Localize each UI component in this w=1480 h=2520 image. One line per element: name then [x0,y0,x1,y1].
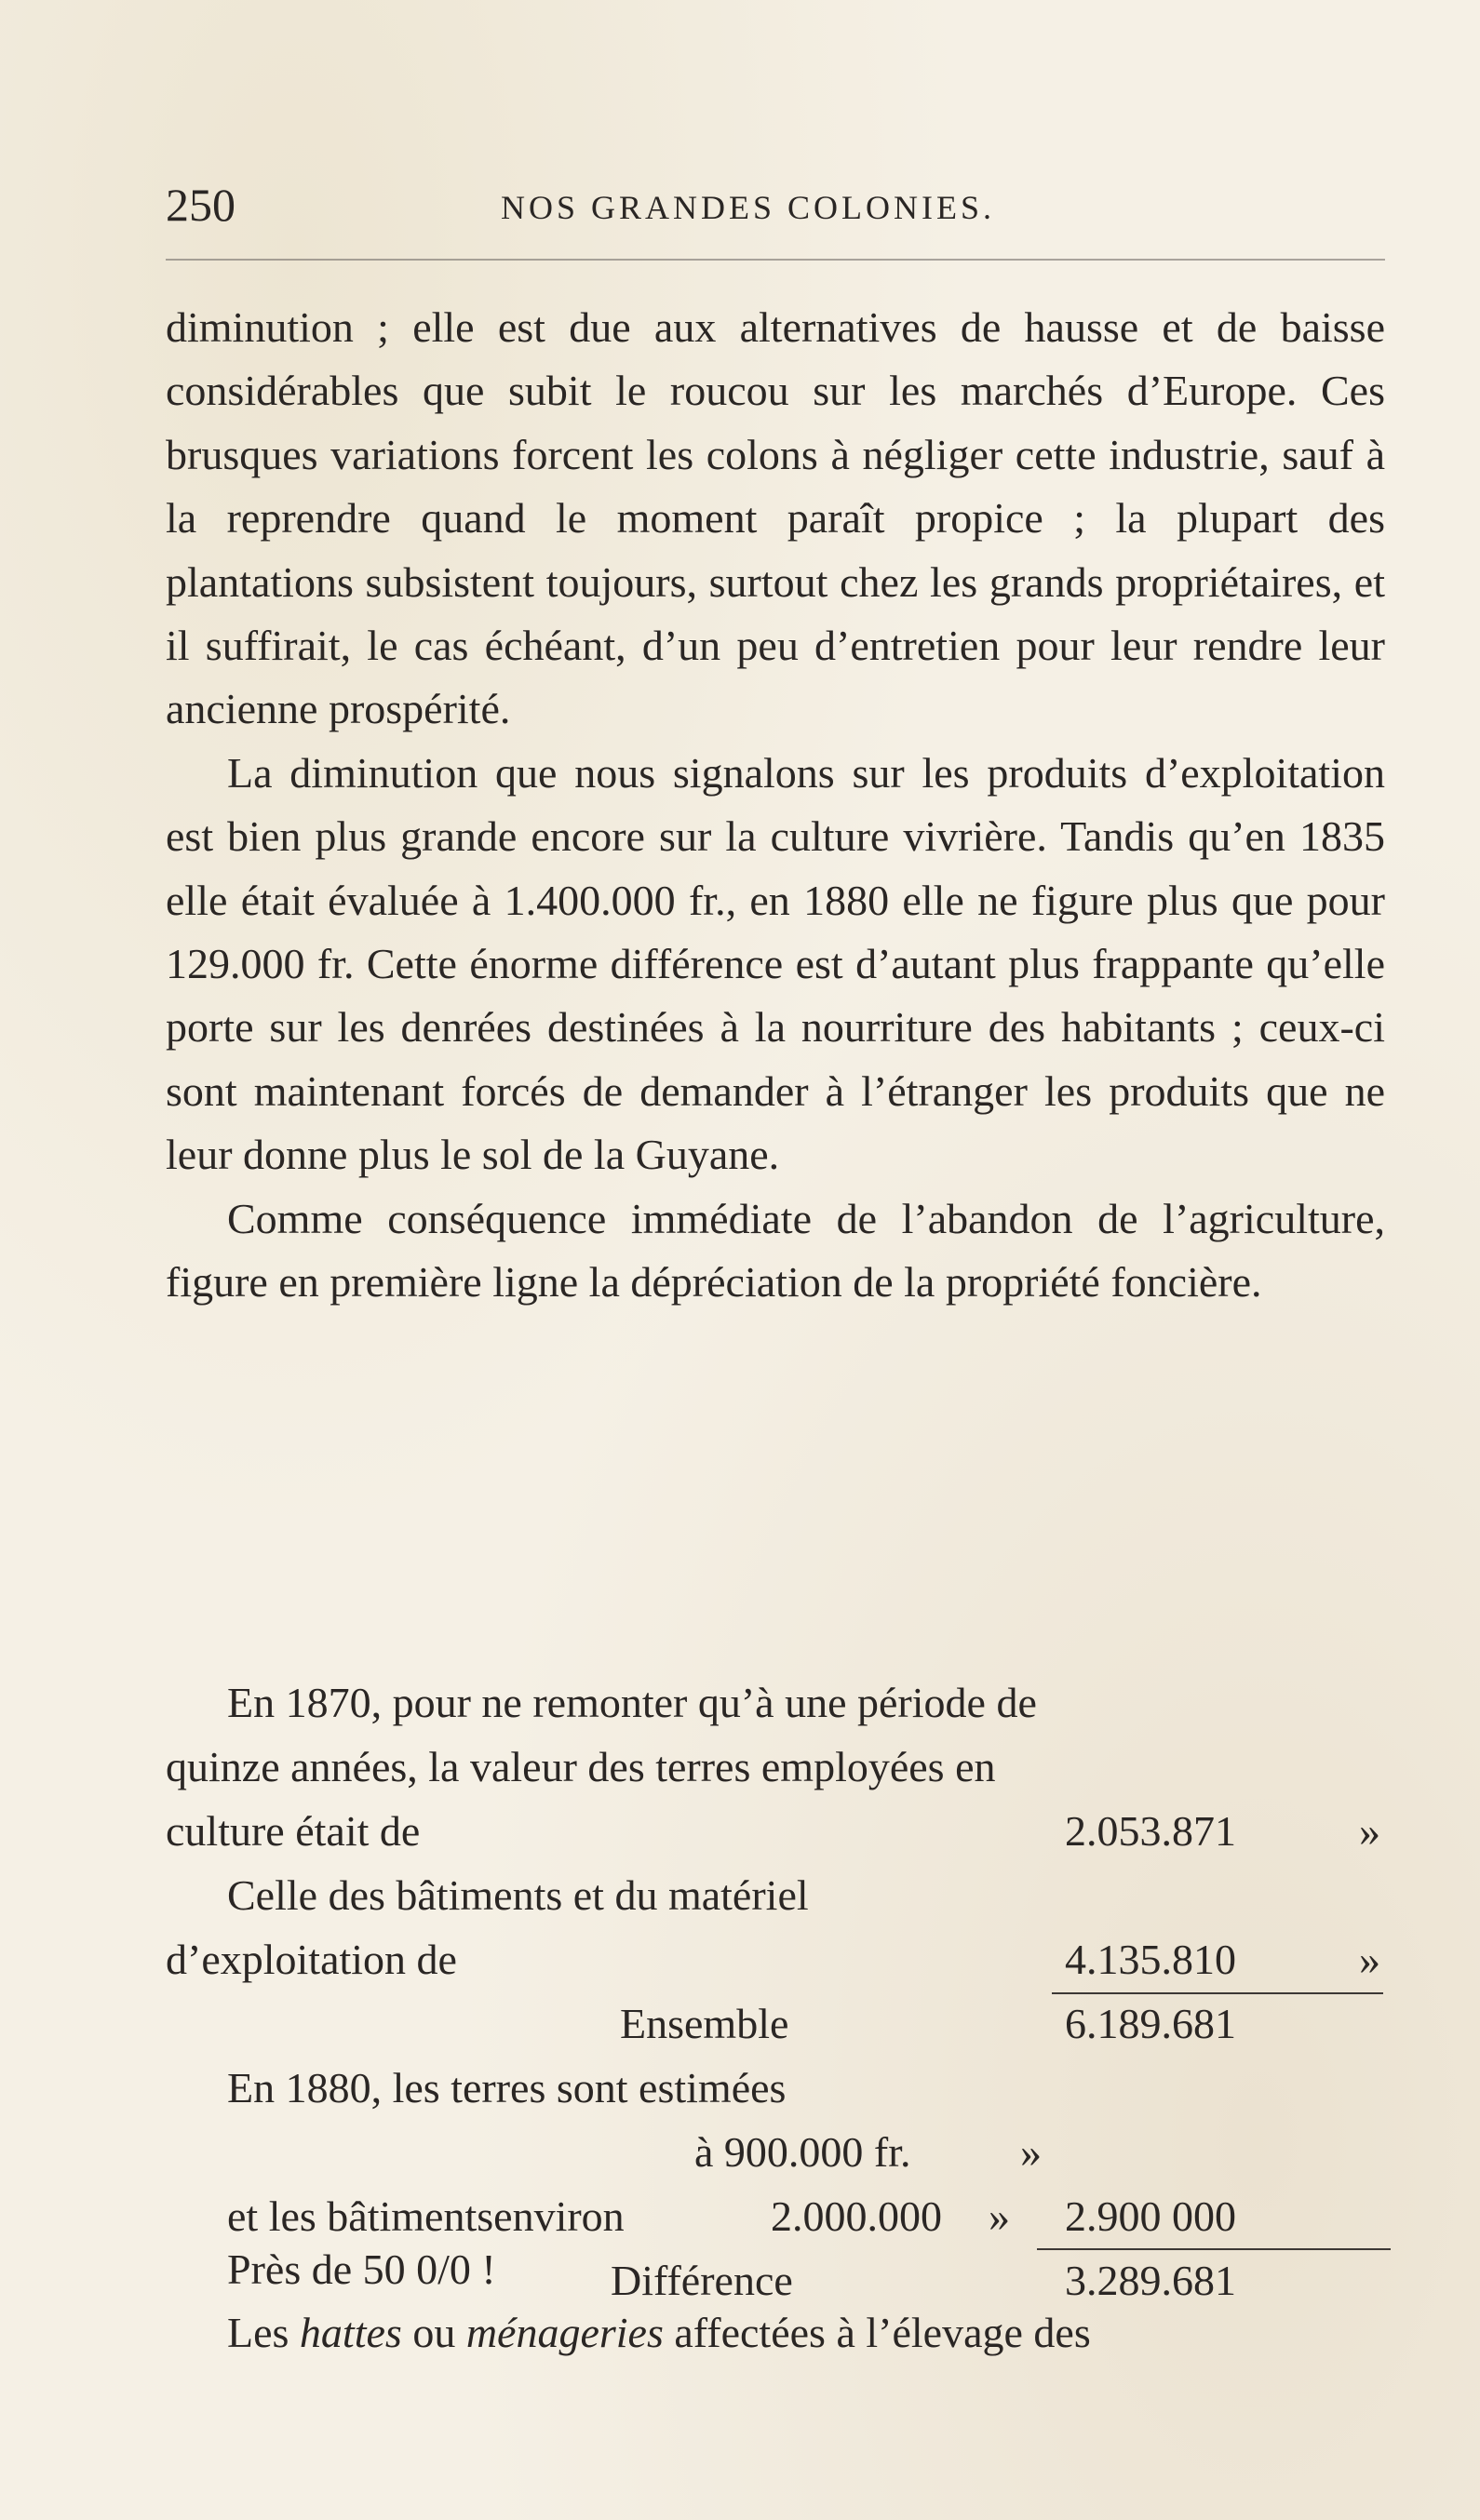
exclamation-line: Près de 50 0/0 ! [227,2245,496,2293]
page-header [166,177,1385,242]
ledger-mark: » [1359,1807,1380,1855]
paragraph-2: La diminution que nous signalons sur les produits d’exploitation est bien plus grande encore sur la culture vivrière. Tandis qu’en 1835 elle était évaluée à 1.400.000 fr., en 1880 elle ne figure plus que pour 129.000 fr. Cette énorme différence est d’autant plus frappante qu’elle porte sur les denrées destinées à la nourriture des habitants ; ceux-ci sont maintenant forcés de demander à l’étranger les produits que ne leur donne plus le sol de la Guyane. [166,748,1385,1179]
ledger-value: à 900.000 fr. [694,2128,911,2176]
page-number: 250 [166,179,235,231]
ledger-text: Celle des bâtiments et du matériel [227,1871,809,1919]
italic-term-menageries: ménageries [465,2309,664,2356]
ledger-label: culture était de [166,1807,421,1855]
ledger-label: d’exploitation de [166,1936,457,1983]
ledger-line-8 [166,2120,1385,2184]
ledger-value: 3.289.681 [1065,2257,1236,2304]
last-line [166,2301,1385,2365]
ledger-label: et les bâtimentsenviron [227,2192,625,2240]
ledger-label: Ensemble [620,2000,789,2047]
ledger-label: Différence [611,2257,793,2304]
ledger-value: 2.053.871 [1065,1807,1236,1855]
ledger-text: quinze années, la valeur des terres employées en [166,1743,996,1790]
body-text [166,296,1385,1315]
ledger-line-4 [166,1863,1385,1927]
ledger-line-5 [166,1927,1385,1991]
ledger-line-1 [166,1670,1385,1735]
ledger-mark: » [989,2192,1010,2240]
tail-text [166,2238,1385,2365]
paragraph-3: Comme conséquence immédiate de l’abandon de l’agriculture, figure en première ligne la dépréciation de la propriété foncière. [166,1194,1385,1307]
ledger-mark: » [1359,1936,1380,1983]
last-line-end: affectées à l’élevage des [674,2309,1091,2356]
valuation-ledger [166,1670,1385,2312]
ledger-line-6 [166,1991,1385,2056]
ledger-line-3 [166,1799,1385,1863]
paragraph-1: diminution ; elle est due aux alternatives de hausse et de baisse considérables que subit le roucou sur les marchés d’Europe. Ces brusques variations forcent les colons à négliger cette industrie, sauf à la reprendre quand le moment paraît propice ; la plupart des plantations subsistent toujours, surtout chez les grands propriétaires, et il suffirait, le cas échéant, d’un peu d’entretien pour leur rendre leur ancienne prospérité. [166,303,1385,733]
ledger-text: En 1880, les terres sont estimées [227,2064,787,2111]
ledger-mark: » [1020,2128,1042,2176]
ledger-total: 2.900 000 [1065,2192,1236,2240]
header-rule [166,259,1385,261]
ledger-value: 6.189.681 [1065,2000,1236,2047]
ledger-line-2 [166,1735,1385,1799]
ledger-value: 2.000.000 [771,2192,942,2240]
ledger-line-7 [166,2056,1385,2120]
running-title: NOS GRANDES COLONIES. [501,189,996,226]
last-line-middle: ou [412,2309,456,2356]
ledger-text: En 1870, pour ne remonter qu’à une période de [227,1679,1037,1726]
last-line-start: Les [227,2309,289,2356]
ledger-value: 4.135.810 [1065,1936,1236,1983]
italic-term-hattes: hattes [299,2309,402,2356]
